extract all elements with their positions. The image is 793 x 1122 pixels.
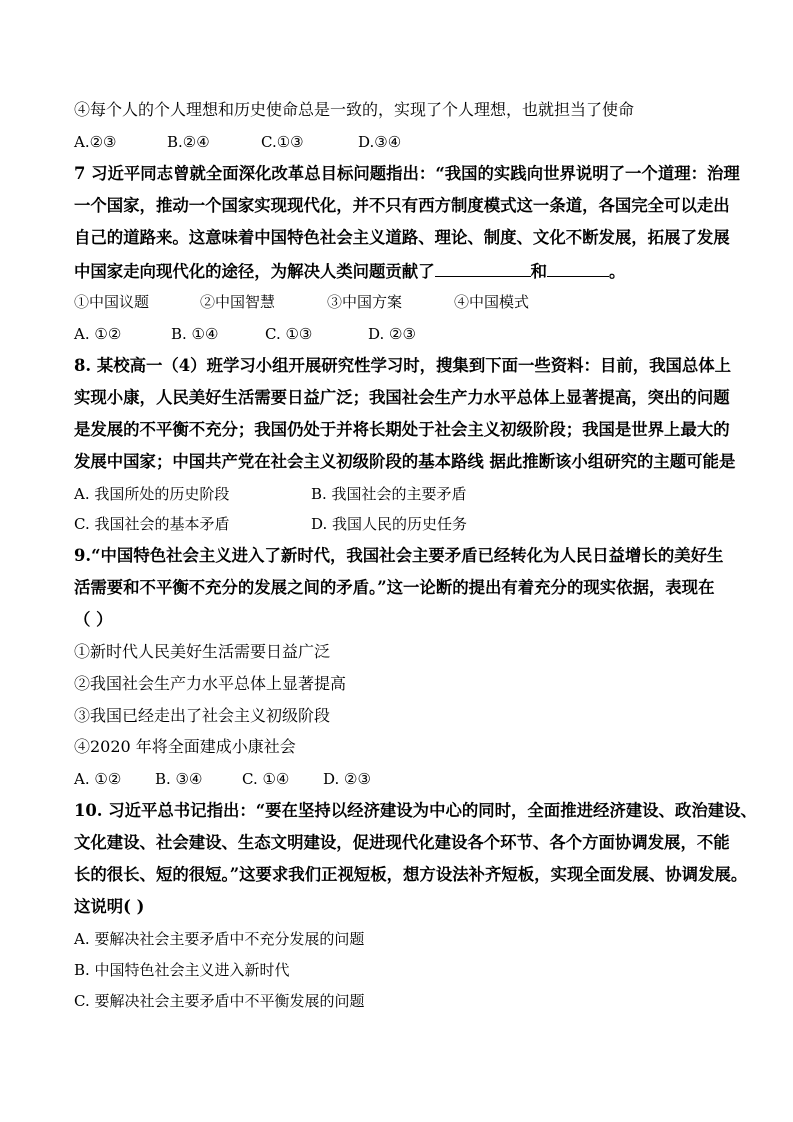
q7-choice-3: ③中国方案 bbox=[327, 293, 403, 311]
q9-answer-bracket: （ ） bbox=[74, 610, 113, 629]
q8-line-1: 8. 某校高一（4）班学习小组开展研究性学习时，搜集到下面一些资料：目前，我国总体上 bbox=[74, 356, 732, 375]
q7-blank-2 bbox=[547, 260, 609, 277]
q9-option-d: D. ②③ bbox=[323, 770, 371, 788]
q7-line-4 bbox=[74, 260, 733, 282]
q8-line-4: 发展中国家；中国共产党在社会主义初级阶段的基本路线 据此推断该小组研究的主题可能是 bbox=[74, 452, 736, 471]
q7-line-1: 7 习近平同志曾就全面深化改革总目标问题指出：“我国的实践向世界说明了一个道理：治理 bbox=[74, 164, 740, 183]
q8-option-c: C. 我国社会的基本矛盾 bbox=[74, 515, 230, 533]
q7-line-3: 自己的道路来。这意味着中国特色社会主义道路、理论、制度、文化不断发展，拓展了发展 bbox=[74, 228, 730, 247]
q7-option-d: D. ②③ bbox=[368, 325, 416, 343]
q9-statement-2: ②我国社会生产力水平总体上显著提高 bbox=[74, 674, 347, 693]
q10-line-3: 长的很长、短的很短。”这要求我们正视短板，想方设法补齐短板，实现全面发展、协调发展。 bbox=[74, 865, 748, 884]
q7-line-2: 一个国家，推动一个国家实现现代化，并不只有西方制度模式这一条道，各国完全可以走出 bbox=[74, 196, 730, 215]
q6-option-b: B.②④ bbox=[167, 133, 210, 151]
q7-option-c: C. ①③ bbox=[265, 325, 313, 343]
q9-statement-4: ④2020 年将全面建成小康社会 bbox=[74, 737, 296, 756]
q7-line-4-mid: 和 bbox=[530, 262, 547, 281]
q6-option-d: D.③④ bbox=[358, 133, 402, 151]
q7-option-a: A. ①② bbox=[74, 325, 122, 343]
q7-choice-4: ④中国模式 bbox=[454, 293, 530, 311]
q9-option-a: A. ①② bbox=[74, 770, 122, 788]
q8-option-a: A. 我国所处的历史阶段 bbox=[74, 485, 230, 503]
q6-option-a: A.②③ bbox=[74, 133, 117, 151]
q7-blank-1 bbox=[435, 260, 531, 277]
q9-line-1: 9.“中国特色社会主义进入了新时代，我国社会主要矛盾已经转化为人民日益增长的美好生 bbox=[74, 546, 724, 565]
q8-option-d: D. 我国人民的历史任务 bbox=[311, 515, 468, 533]
q8-line-3: 是发展的不平衡不充分；我国仍处于并将长期处于社会主义初级阶段；我国是世界上最大的 bbox=[74, 420, 730, 439]
q9-statement-3: ③我国已经走出了社会主义初级阶段 bbox=[74, 706, 331, 725]
q7-choice-2: ②中国智慧 bbox=[200, 293, 276, 311]
q9-option-c: C. ①④ bbox=[242, 770, 290, 788]
q6-statement-4: ④每个人的个人理想和历史使命总是一致的，实现了个人理想，也就担当了使命 bbox=[74, 100, 635, 119]
q10-line-4: 这说明( ) bbox=[74, 897, 145, 916]
q7-option-b: B. ①④ bbox=[171, 325, 219, 343]
q7-choice-1: ①中国议题 bbox=[74, 293, 150, 311]
q7-line-4-end: 。 bbox=[608, 262, 626, 281]
q10-option-a: A. 要解决社会主要矛盾中不充分发展的问题 bbox=[74, 930, 365, 948]
q10-line-2: 文化建设、社会建设、生态文明建设，促进现代化建设各个环节、各个方面协调发展，不能 bbox=[74, 833, 730, 852]
q10-option-c: C. 要解决社会主要矛盾中不平衡发展的问题 bbox=[74, 992, 365, 1010]
q10-line-1: 10. 习近平总书记指出：“要在坚持以经济建设为中心的同时，全面推进经济建设、政治建设、 bbox=[74, 801, 757, 820]
q9-line-2: 活需要和不平衡不充分的发展之间的矛盾。”这一论断的提出有着充分的现实依据，表现在 bbox=[74, 578, 715, 597]
q10-option-b: B. 中国特色社会主义进入新时代 bbox=[74, 961, 290, 979]
q8-option-b: B. 我国社会的主要矛盾 bbox=[311, 485, 467, 503]
q7-line-4-text: 中国家走向现代化的途径，为解决人类问题贡献了 bbox=[74, 262, 435, 281]
q8-line-2: 实现小康，人民美好生活需要日益广泛；我国社会生产力水平总体上显著提高，突出的问题 bbox=[74, 388, 730, 407]
q9-statement-1: ①新时代人民美好生活需要日益广泛 bbox=[74, 642, 331, 661]
q9-option-b: B. ③④ bbox=[155, 770, 203, 788]
q6-option-c: C.①③ bbox=[261, 133, 304, 151]
